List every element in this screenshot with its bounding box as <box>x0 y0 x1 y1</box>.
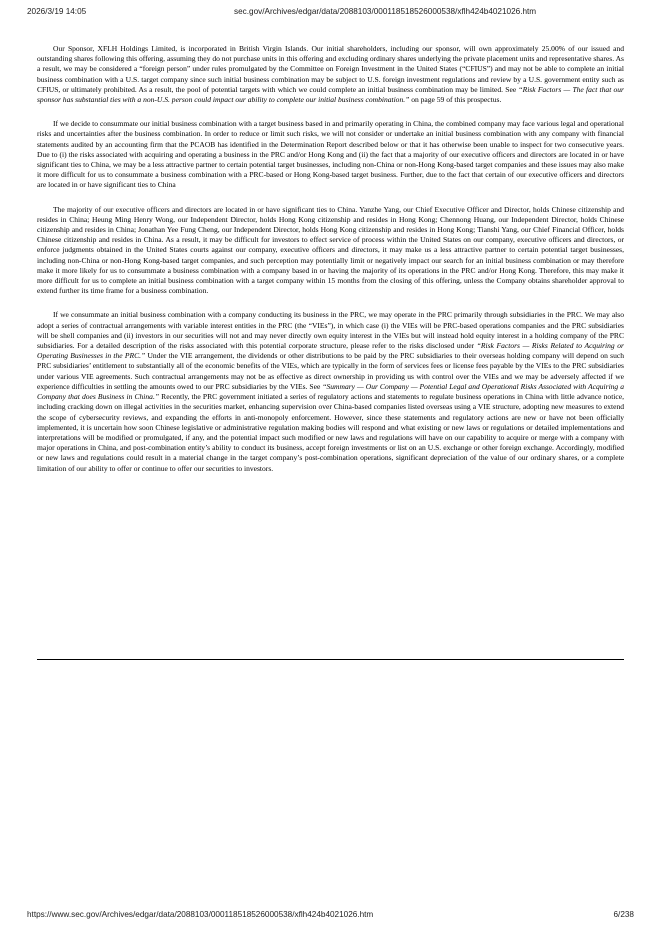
paragraph-officers-directors: The majority of our executive officers and directors are located in or have significant ties to China. Yanzhe Yang, our Chief Executive Officer and Director, holds Chinese citizenship and resides in China; Heung Ming Henry Wong, our Independent Director, holds Hong Kong citizenship and resides in Hong Kong; Chennong Huang, our Independent Director, holds Chinese citizenship and resides in China; Jonathan Yee Fung Cheng, our Independent Director, holds Hong Kong citizenship and resides in Hong Kong; Tianshi Yang, our Chief Financial Officer, holds Chinese citizenship and resides in China. As a result, it may be difficult for investors to effect service of process within the United States on our company, executive officers and directors, or enforce judgments obtained in the United States courts against our company, executive officers and directors, it may make us a less attractive partner to certain potential target businesses, including non-China or non-Hong Kong-based target companies, and such perception may potentially limit or negatively impact our search for an initial business combination or may therefore make it more likely for us to consummate a business combination with a company based in or having the majority of its operations in the PRC and/or Hong Kong. Therefore, this may make it more difficult for us to complete an initial business combination with a target company within 15 months from the closing of this offering, unless the Company obtains shareholder approval to extend further its time frame for a business combination. <box>37 204 624 296</box>
paragraph-sponsor-cfius <box>37 44 624 105</box>
document-body <box>37 44 624 488</box>
summary-reference: “Summary — Our Company — Potential Legal and Operational Risks Associated with Acquiring a Company that does Business in China.” <box>37 381 624 402</box>
text: Our Sponsor, XFLH Holdings Limited, is incorporated in British Virgin Islands. Our initial shareholders, including our sponsor, will own approximately 25.00% of our issued and outstanding shares following this offering, assuming they do not purchase units in this offering and excluding ordinary shares underlying the private placement units and representative shares. As a result, we may be considered a “foreign person” under rules promulgated by the Committee on Foreign Investment in the United States (“CFIUS”) and may not be able to complete an initial business combination with a U.S. target company since such initial business combination may be subject to U.S. foreign investment regulations and review by a U.S. government entity such as CFIUS, or ultimately prohibited. As a result, the pool of potential targets with which we could complete an initial business combination may be limited. See <box>37 44 624 94</box>
risk-factor-reference: “Risk Factors — Risks Related to Acquiring or Operating Businesses in the PRC.” <box>37 341 624 361</box>
paragraph-vie-structure <box>37 310 624 473</box>
print-datetime: 2026/3/19 14:05 <box>27 7 87 16</box>
print-footer-url: https://www.sec.gov/Archives/edgar/data/2088103/000118518526000538/xflh424b4021026.htm <box>27 910 374 919</box>
text: Recently, the PRC government initiated a series of regulatory actions and statements to regulate business operations in China with little advance notice, including cracking down on illegal activities in the securities market, enhancing supervision over China-based companies listed overseas using a VIE structure, adopting new measures to extend the scope of cybersecurity reviews, and expanding the efforts in anti-monopoly enforcement. However, since these statements and regulatory actions are new or have not been officially implemented, it is uncertain how soon Chinese legislative or administrative regulation making bodies will respond and what existing or new laws or regulations or detailed implementations and interpretations will be modified or promulgated, if any, and the potential impact such modified or new laws and regulations will have on our capability to acquire or merge with a company with major operations in China, and post-combination entity’s ability to conduct its business, accept foreign investments or list on an U.S. exchange or other foreign exchange. Accordingly, modified or new laws and regulations could result in a material change in the target company’s post-combination operations, significant depreciation of the value of our ordinary shares, or a complete limitation of our ability to offer or continue to offer our securities to investors. <box>37 392 624 473</box>
risk-factor-reference: “Risk Factors — The fact that our sponsor has substantial ties with a non-U.S. person could impact our ability to complete our initial business combination.” <box>37 84 624 105</box>
section-divider <box>37 659 624 660</box>
text: If we consummate an initial business combination with a company conducting its business in the PRC, we may operate in the PRC primarily through subsidiaries in the PRC. We may also adopt a series of contractual arrangements with variable interest entities in the PRC (the “VIEs”), in which case (i) the VIEs will be PRC-based operations companies and the PRC subsidiaries will be shell companies and (ii) investors in our securities will not and may never directly own equity interest in the VIEs but will instead hold equity interest in a holding company of the PRC subsidiaries. For a detailed description of the risks associated with this potential corporate structure, please refer to the risks disclosed under <box>37 310 624 351</box>
text: on page 59 of this prospectus. <box>409 95 502 105</box>
page-number: 6/238 <box>613 910 634 919</box>
paragraph-china-risks: If we decide to consummate our initial business combination with a target business based in and primarily operating in China, the combined company may face various legal and operational risks and uncertainties after the business combination. In order to reduce or limit such risks, we will not consider or undertake an initial business combination with any company with financial statements audited by an accounting firm that the PCAOB has identified in the Determination Report described below or that it has otherwise been unable to inspect for two consecutive years. Due to (i) the risks associated with acquiring and operating a business in the PRC and/or Hong Kong and (ii) the fact that a majority of our executive officers and directors are located in or have significant ties to China, we may be a less attractive partner to certain potential target businesses, including non-China or non-Hong Kong-based target companies and these issues may also make it more difficult for us to consummate a business combination with a PRC-based or Hong Kong-based target business. Further, due to the fact that certain of our executive officers and directors are located in or have significant ties to China <box>37 119 624 190</box>
text: Under the VIE arrangement, the dividends or other distributions to be paid by the PRC subsidiaries to their overseas holding company will depend on such PRC subsidiaries’ entitlement to substantially all of the economic benefits of the VIEs, which are typically in the form of services fees or license fees payable by the VIEs to the PRC subsidiaries under various VIE agreements. Such contractual arrangements may not be as effective as direct ownership in providing us with control over the VIEs and we may be adversely affected if we experience difficulties in settling the amounts owed to our PRC subsidiaries by the VIEs. See <box>37 351 625 391</box>
print-header-url: sec.gov/Archives/edgar/data/2088103/000118518526000538/xflh424b4021026.htm <box>234 7 537 16</box>
